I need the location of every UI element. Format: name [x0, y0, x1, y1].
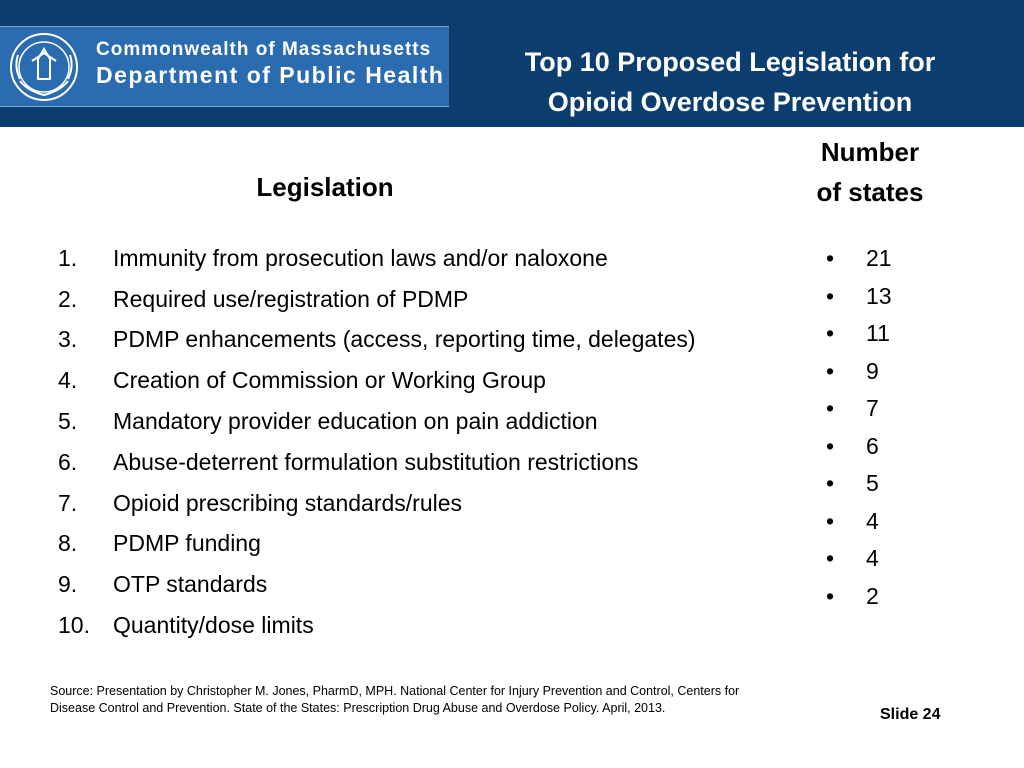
bullet-icon: • [826, 245, 835, 272]
list-item [58, 442, 798, 483]
item-text: OTP standards [113, 571, 268, 598]
state-count: 21 [866, 245, 892, 272]
state-count-item [826, 240, 946, 278]
states-count-list [826, 240, 946, 615]
org-name-line1: Commonwealth of Massachusetts [96, 39, 432, 60]
state-count-item [826, 315, 946, 353]
state-count: 7 [866, 395, 879, 422]
item-text: Required use/registration of PDMP [113, 285, 469, 312]
item-text: Immunity from prosecution laws and/or naloxone [113, 244, 608, 271]
bullet-icon: • [826, 320, 835, 347]
list-item [58, 320, 798, 361]
title-line1: Top 10 Proposed Legislation for [524, 47, 936, 77]
item-number: 7. [58, 489, 78, 516]
state-count-item [826, 578, 946, 616]
state-count: 6 [866, 432, 879, 459]
state-count-item [826, 390, 946, 428]
slide-number: Slide 24 [880, 706, 941, 723]
state-count-item [826, 428, 946, 466]
source-line1: Source: Presentation by Christopher M. Jones, PharmD, MPH. National Center for Injury Prevention and Control, Centers for [50, 684, 740, 698]
states-header-line1: Number [820, 137, 920, 167]
item-number: 9. [58, 571, 78, 598]
item-number: 10. [58, 612, 90, 639]
source-line2: Disease Control and Prevention. State of the States: Prescription Drug Abuse and Overdose Policy. April, 2013. [50, 701, 666, 715]
item-text: PDMP enhancements (access, reporting time, delegates) [113, 326, 696, 353]
item-number: 3. [58, 326, 78, 353]
bullet-icon: • [826, 395, 835, 422]
item-number: 1. [58, 244, 78, 271]
state-seal-icon [8, 31, 80, 103]
state-count: 11 [866, 320, 890, 347]
state-count: 2 [866, 582, 879, 609]
bullet-icon: • [826, 507, 835, 534]
item-text: Opioid prescribing standards/rules [113, 489, 463, 516]
bullet-icon: • [826, 282, 835, 309]
source-citation [50, 683, 850, 717]
item-text: Creation of Commission or Working Group [113, 367, 546, 394]
item-number: 8. [58, 530, 78, 557]
item-text: PDMP funding [113, 530, 261, 557]
list-item [58, 564, 798, 605]
item-number: 2. [58, 285, 78, 312]
legislation-list [58, 238, 798, 646]
state-count: 13 [866, 282, 892, 309]
state-count-item [826, 278, 946, 316]
bullet-icon: • [826, 357, 835, 384]
bullet-icon: • [826, 470, 835, 497]
slide-title [470, 42, 990, 122]
state-count: 5 [866, 470, 879, 497]
list-item [58, 279, 798, 320]
list-item [58, 524, 798, 565]
list-item [58, 401, 798, 442]
item-text: Mandatory provider education on pain addiction [113, 408, 598, 435]
list-item [58, 360, 798, 401]
list-item [58, 483, 798, 524]
state-count: 4 [866, 507, 879, 534]
bullet-icon: • [826, 545, 835, 572]
legislation-column-header: Legislation [256, 172, 394, 202]
item-number: 6. [58, 448, 78, 475]
item-text: Abuse-deterrent formulation substitution restrictions [113, 448, 639, 475]
org-name-line2: Department of Public Health [96, 62, 445, 88]
item-text: Quantity/dose limits [113, 612, 314, 639]
states-column-header [790, 132, 950, 212]
state-count-item [826, 503, 946, 541]
item-number: 5. [58, 408, 78, 435]
list-item [58, 238, 798, 279]
state-count-item [826, 353, 946, 391]
item-number: 4. [58, 367, 78, 394]
state-count-item [826, 540, 946, 578]
title-line2: Opioid Overdose Prevention [547, 87, 913, 117]
states-header-line2: of states [816, 177, 924, 207]
state-count: 4 [866, 545, 879, 572]
list-item [58, 605, 798, 646]
bullet-icon: • [826, 432, 835, 459]
header-bar [0, 0, 1024, 127]
bullet-icon: • [826, 582, 835, 609]
dph-logo [0, 26, 449, 107]
state-count-item [826, 465, 946, 503]
state-count: 9 [866, 357, 879, 384]
